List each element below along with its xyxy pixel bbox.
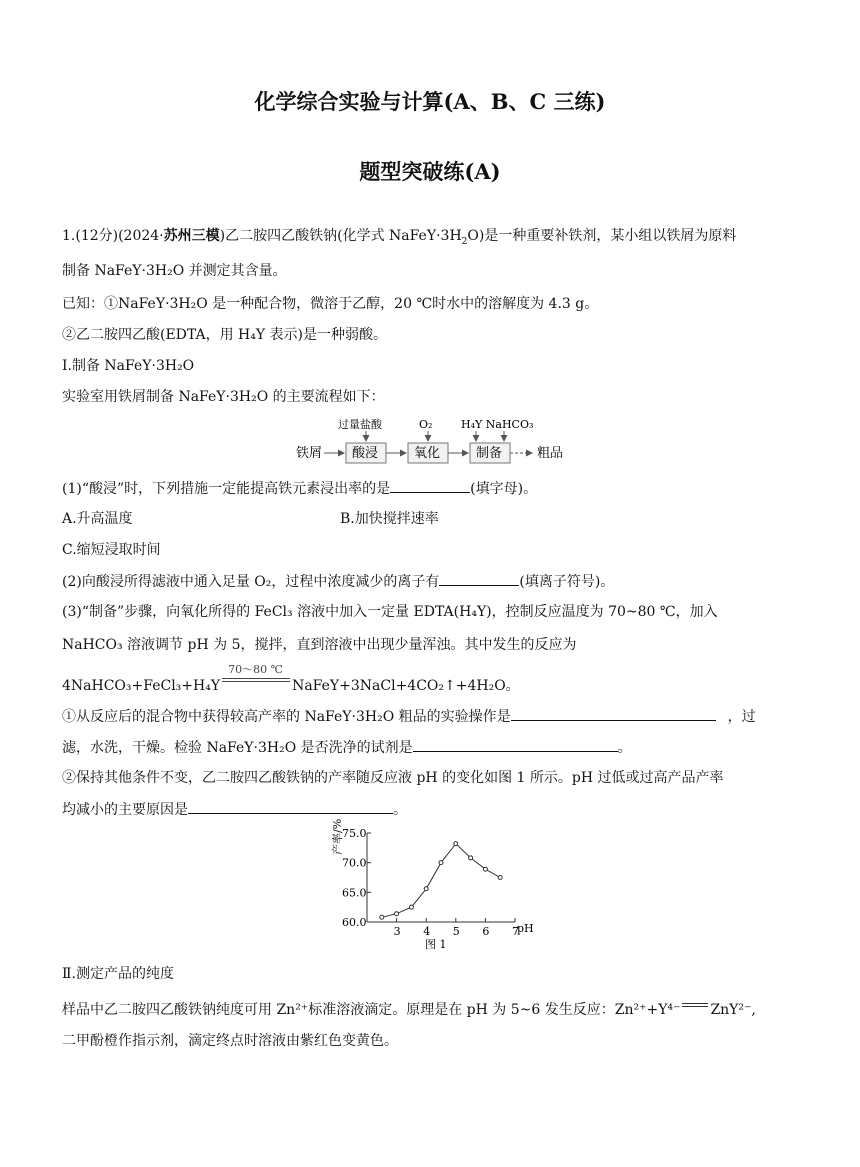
y-tick-label: 75.0	[342, 827, 367, 840]
eq-left: 4NaHCO₃+FeCl₃+H₄Y	[62, 678, 221, 694]
flow-step-1: 酸浸	[352, 446, 379, 461]
q1-s3b: NaHCO₃ 溶液调节 pH 为 5，搅拌，直到溶液中出现少量浑浊。其中发生的反应为	[62, 637, 577, 653]
q1-s3f-tail: 。	[393, 802, 407, 818]
data-point	[409, 905, 413, 909]
q1-heading: 1.(12分)(2024·苏州三模)乙二胺四乙酸铁钠(化学式 $NaFeY\cdot 3H_2O$)是一种重要补铁剂，某小组以铁屑为原料	[62, 228, 737, 247]
option-c: C.缩短浸取时间	[62, 542, 161, 558]
option-b: B.加快搅拌速率	[340, 511, 439, 527]
q1-s3d-text: 滤，水洗，干燥。检验 NaFeY·3H₂O 是否洗净的试剂是	[62, 740, 413, 756]
q1-s3a: (3)“制备”步骤，向氧化所得的 FeCl₃ 溶液中加入一定量 EDTA(H₄Y)，控制反应温度为 70~80 ℃，加入	[62, 604, 718, 620]
part2-heading: Ⅱ.测定产品的纯度	[62, 966, 174, 982]
q1-head-d: O)是一种重要补铁剂，某小组以铁屑为原料	[467, 228, 737, 244]
y-tick-label: 60.0	[342, 916, 367, 929]
x-tick-label: 6	[482, 925, 490, 938]
data-point	[498, 876, 502, 880]
part2-line2: 二甲酚橙作指示剂，滴定终点时溶液由紫红色变黄色。	[62, 1033, 398, 1049]
flow-reagent-3: H₄Y NaHCO₃	[461, 418, 534, 431]
part2-line1	[62, 1001, 756, 1019]
y-axis-label: 产率/%	[331, 818, 344, 855]
flow-intro: 实验室用铁屑制备 NaFeY·3H₂O 的主要流程如下：	[62, 389, 385, 405]
q1-s1-text: (1)“酸浸”时，下列措施一定能提高铁元素浸出率的是	[62, 481, 391, 497]
part2-line1-text: 样品中乙二胺四乙酸铁钠纯度可用 Zn²⁺标准溶液滴定。原理是在 pH 为 5~6 发生反应：Zn²⁺+Y⁴⁻	[62, 1002, 681, 1018]
part1-heading: Ⅰ.制备 NaFeY·3H₂O	[62, 358, 195, 374]
series-line	[382, 844, 500, 918]
q1-known1: 已知：①NaFeY·3H₂O 是一种配合物，微溶于乙醇，20 ℃时水中的溶解度为 4.3 g。	[62, 296, 599, 312]
q1-s2-tail: (填离子符号)。	[519, 574, 615, 590]
q1-head-a: 1.(12分)(2024·	[62, 228, 164, 244]
x-tick-label: 7	[512, 925, 519, 938]
q1-s2-text: (2)向酸浸所得滤液中通入足量 O₂，过程中浓度减少的离子有	[62, 574, 440, 590]
flow-reagent-2: O₂	[419, 418, 433, 431]
flow-start: 铁屑	[296, 446, 323, 461]
q1-s1-tail: (填字母)。	[470, 481, 538, 497]
x-tick-label: 5	[452, 925, 460, 938]
q1-head-c: )乙二胺四乙酸铁钠(化学式 NaFeY·3H	[219, 228, 462, 244]
flow-step-3: 制备	[476, 446, 503, 461]
page-subtitle: 题型突破练(A)	[359, 159, 501, 184]
data-point	[424, 887, 428, 891]
q1-known2: ②乙二胺四乙酸(EDTA，用 H₄Y 表示)是一种弱酸。	[62, 327, 388, 343]
q1-s3d-tail: 。	[617, 740, 632, 756]
eq-condition: 70～80 ℃	[228, 663, 283, 676]
option-a: A.升高温度	[62, 511, 133, 527]
x-axis-label: pH	[517, 922, 534, 935]
q1-s3e: ②保持其他条件不变，乙二胺四乙酸铁钠的产率随反应液 pH 的变化如图 1 所示。pH 过低或过高产品产率	[62, 770, 724, 786]
data-point	[483, 867, 487, 871]
data-point	[439, 861, 443, 865]
flow-step-2: 氧化	[414, 446, 441, 461]
data-point	[469, 856, 473, 860]
q1-s3c-tail: ，过	[727, 709, 756, 725]
y-tick-label: 65.0	[342, 886, 367, 900]
data-point	[454, 842, 458, 846]
flow-end: 粗品	[537, 446, 564, 461]
q1-line2: 制备 NaFeY·3H₂O 并测定其含量。	[62, 263, 287, 279]
x-tick-label: 3	[393, 925, 401, 938]
data-point	[380, 915, 384, 919]
q1-s3c-text: ①从反应后的混合物中获得较高产率的 NaFeY·3H₂O 粗品的实验操作是	[62, 709, 511, 725]
equilibrium-arrow	[680, 1002, 710, 1014]
part2-line1-tail: ZnY²⁻,	[710, 1002, 756, 1018]
q1-s3f-text: 均减小的主要原因是	[62, 802, 188, 818]
q1-head-source: 苏州三模	[163, 228, 220, 244]
page-title: 化学综合实验与计算(A、B、C 三练)	[254, 89, 606, 114]
chart-caption: 图 1	[425, 938, 447, 951]
data-point	[395, 912, 399, 916]
y-tick-label: 70.0	[342, 856, 367, 870]
flow-reagent-1: 过量盐酸	[338, 418, 382, 431]
eq-right: NaFeY+3NaCl+4CO₂↑+4H₂O。	[292, 678, 520, 694]
x-tick-label: 4	[423, 925, 431, 938]
